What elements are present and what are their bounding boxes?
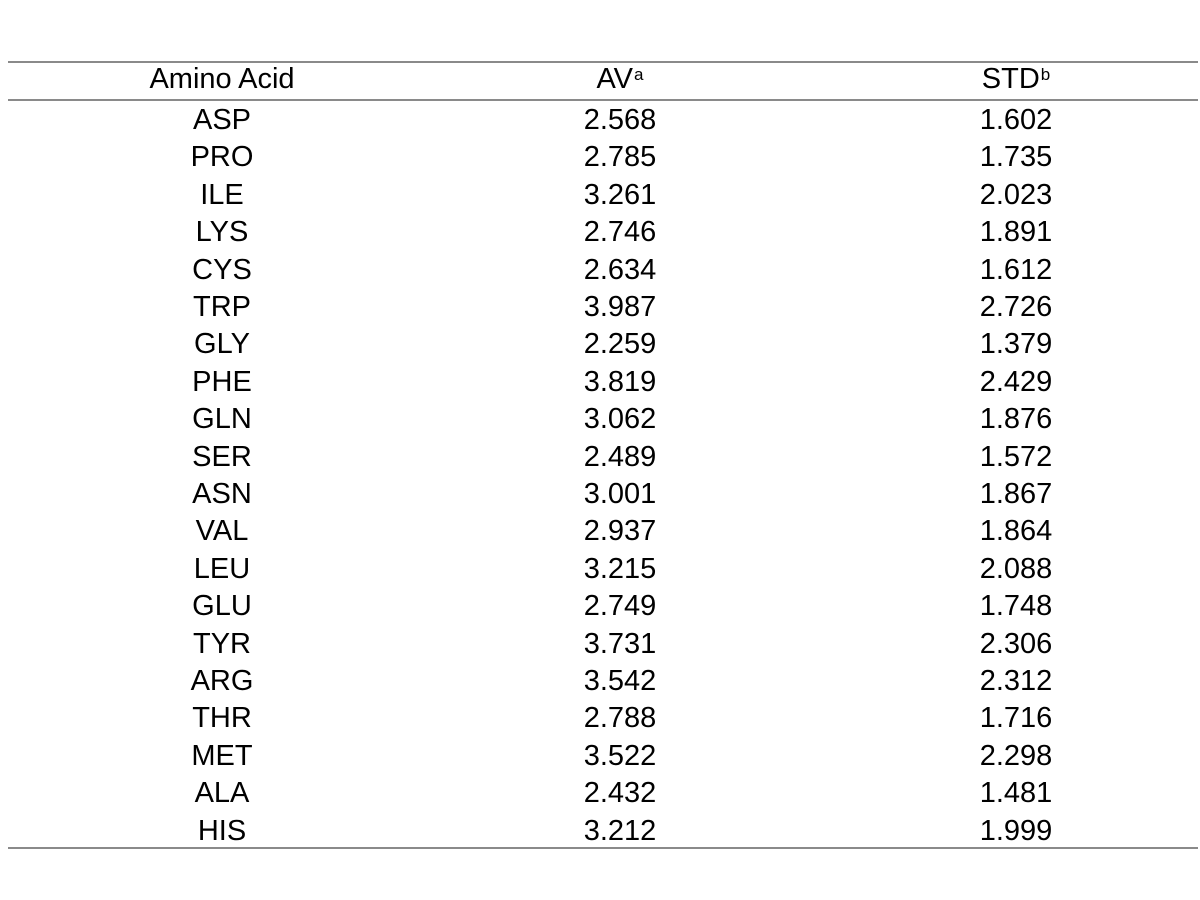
std-cell: 1.999 — [979, 814, 1053, 847]
av-cell: 2.937 — [583, 515, 657, 548]
av-cell: 2.749 — [583, 590, 657, 623]
amino-acid-cell: TYR — [193, 627, 251, 660]
av-cell: 3.542 — [583, 665, 657, 697]
header-amino-acid — [149, 61, 294, 97]
table-row — [0, 252, 1200, 289]
std-cell: 1.891 — [979, 216, 1053, 249]
av-cell: 2.259 — [583, 328, 657, 361]
std-cell: 2.726 — [979, 291, 1053, 323]
av-cell: 2.785 — [583, 141, 657, 174]
std-cell: 1.612 — [979, 253, 1053, 286]
table-row — [0, 102, 1200, 139]
std-cell: 2.306 — [979, 627, 1053, 660]
std-cell: 2.312 — [979, 665, 1053, 697]
table-row — [0, 177, 1200, 214]
amino-acid-cell: ARG — [190, 665, 254, 697]
amino-acid-cell: ASN — [192, 478, 252, 510]
table-row — [0, 738, 1200, 775]
std-cell: 1.867 — [979, 478, 1053, 510]
amino-acid-cell: LEU — [193, 552, 251, 585]
amino-acid-cell: GLY — [194, 328, 250, 361]
std-cell: 1.602 — [979, 104, 1053, 136]
std-cell: 2.088 — [979, 552, 1053, 585]
av-cell: 2.788 — [583, 702, 657, 735]
amino-acid-cell: MET — [191, 739, 253, 772]
amino-acid-cell: SER — [192, 440, 252, 473]
amino-acid-cell: HIS — [197, 814, 247, 847]
amino-acid-cell: VAL — [195, 515, 249, 548]
table-row — [0, 401, 1200, 438]
header-std-label: STD — [981, 63, 1040, 95]
table-row — [0, 626, 1200, 663]
std-cell: 1.379 — [979, 328, 1053, 361]
table-row — [0, 513, 1200, 550]
amino-acid-cell: ALA — [194, 777, 250, 810]
amino-acid-cell: GLN — [192, 403, 252, 436]
amino-acid-cell: PRO — [190, 141, 254, 174]
av-cell: 2.568 — [583, 104, 657, 136]
std-cell: 1.864 — [979, 515, 1053, 548]
table-row — [0, 588, 1200, 625]
table-row — [0, 551, 1200, 588]
std-cell: 1.716 — [979, 702, 1053, 735]
std-cell: 2.298 — [979, 739, 1053, 772]
amino-acid-cell: LYS — [195, 216, 249, 249]
header-std — [982, 61, 1050, 97]
av-cell: 3.062 — [583, 403, 657, 436]
table-row — [0, 476, 1200, 513]
header-av-footnote-marker: a — [634, 65, 644, 84]
table-row — [0, 214, 1200, 251]
av-cell: 3.212 — [583, 814, 657, 847]
amino-acid-cell: ASP — [192, 104, 252, 136]
std-cell: 1.876 — [979, 403, 1053, 436]
header-av — [596, 61, 643, 97]
table-row — [0, 775, 1200, 812]
header-av-label: AV — [596, 63, 634, 95]
table-bottom-rule — [8, 847, 1198, 849]
std-cell: 1.572 — [979, 440, 1053, 473]
table-header-rule — [8, 99, 1198, 101]
av-cell: 3.215 — [583, 552, 657, 585]
std-cell: 1.748 — [979, 590, 1053, 623]
std-cell: 1.481 — [979, 777, 1053, 810]
table-row — [0, 289, 1200, 326]
av-cell: 3.731 — [583, 627, 657, 660]
av-cell: 2.746 — [583, 216, 657, 249]
av-cell: 3.261 — [583, 178, 657, 211]
amino-acid-cell: ILE — [200, 178, 244, 211]
header-std-footnote-marker: b — [1040, 65, 1051, 84]
table-row — [0, 700, 1200, 737]
table-row — [0, 364, 1200, 401]
amino-acid-cell: CYS — [192, 253, 252, 286]
std-cell: 2.023 — [979, 178, 1053, 211]
table-row — [0, 813, 1200, 850]
amino-acid-cell: THR — [192, 702, 252, 735]
av-cell: 2.432 — [583, 777, 657, 810]
table-row — [0, 326, 1200, 363]
std-cell: 1.735 — [979, 141, 1053, 174]
table-row — [0, 439, 1200, 476]
amino-acid-cell: GLU — [192, 590, 252, 623]
av-cell: 3.001 — [583, 478, 657, 510]
av-cell: 3.522 — [583, 739, 657, 772]
table-row — [0, 139, 1200, 176]
av-cell: 3.819 — [583, 365, 657, 398]
av-cell: 3.987 — [583, 291, 657, 323]
amino-acid-cell: PHE — [192, 365, 252, 398]
table-row — [0, 663, 1200, 700]
std-cell: 2.429 — [979, 365, 1053, 398]
av-cell: 2.634 — [583, 253, 657, 286]
av-cell: 2.489 — [583, 440, 657, 473]
amino-acid-cell: TRP — [193, 291, 251, 323]
header-amino-acid-label: Amino Acid — [149, 63, 295, 95]
